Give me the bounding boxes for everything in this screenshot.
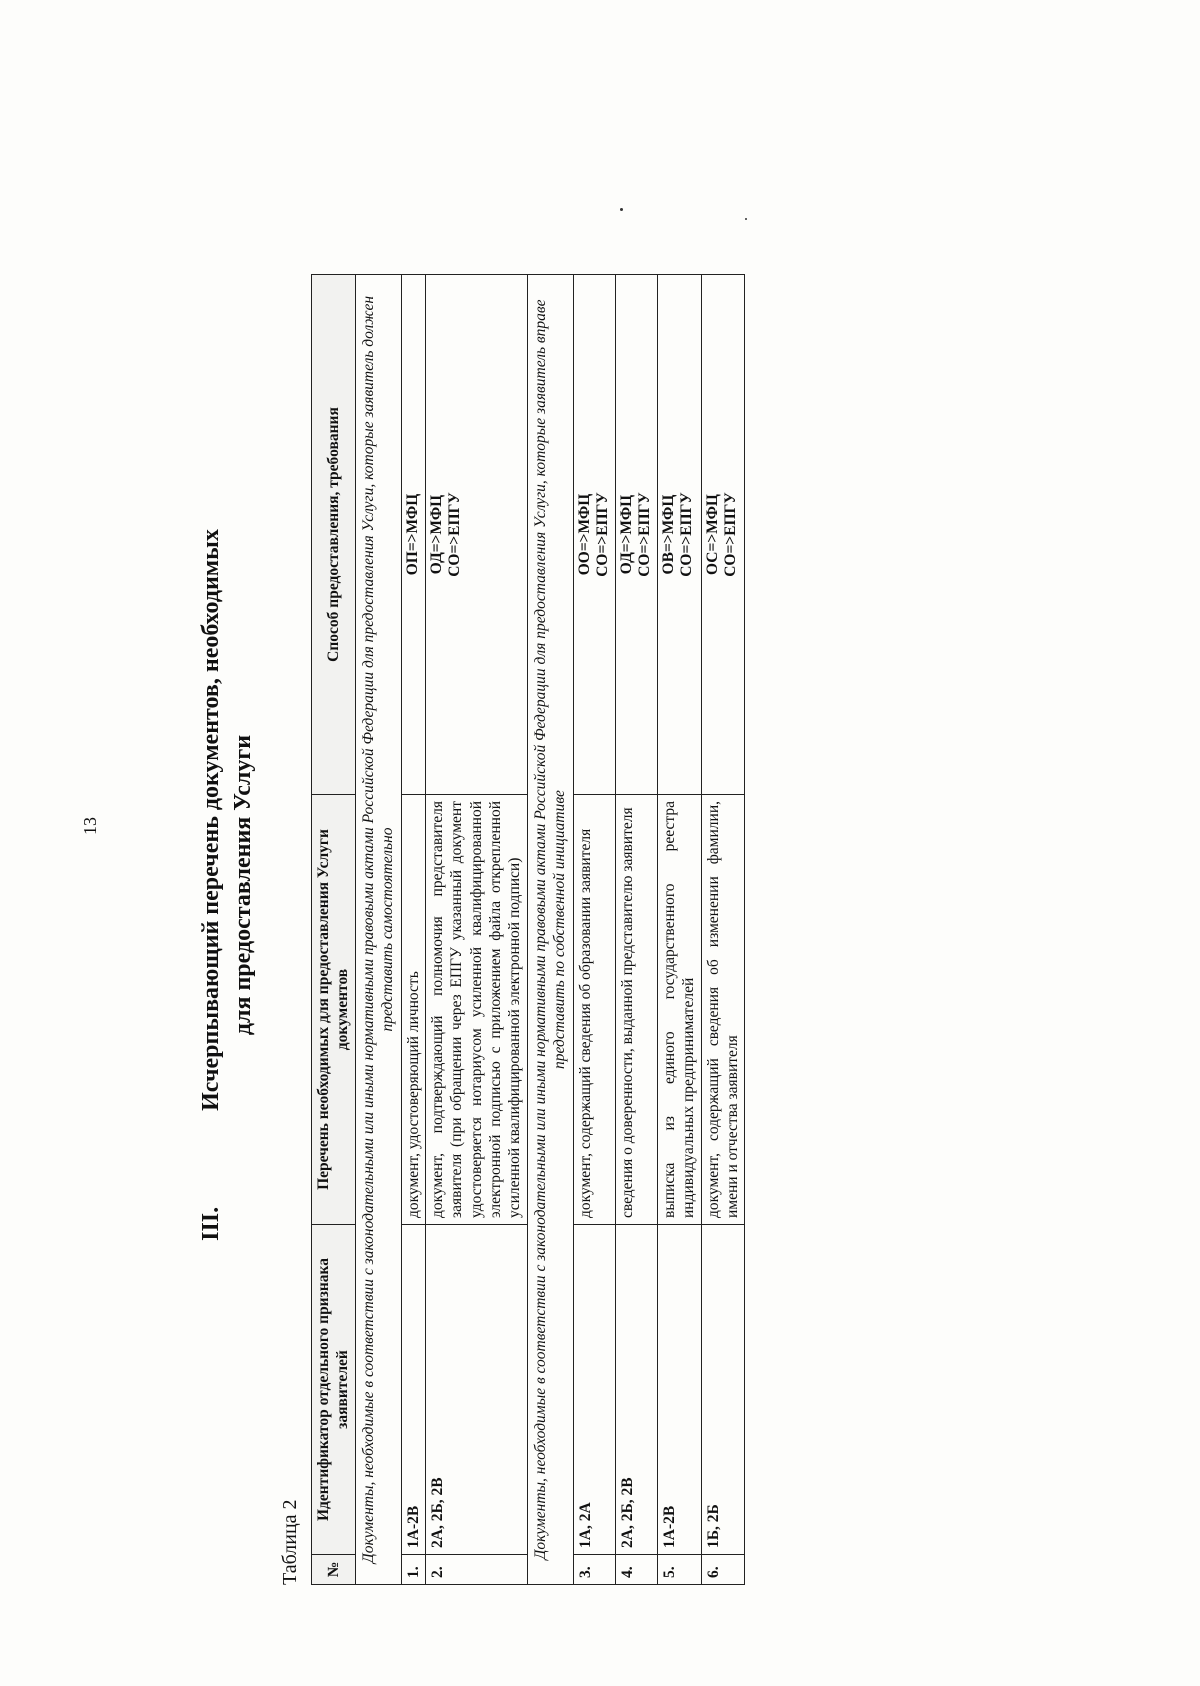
table-row [701, 275, 745, 1585]
method-line: ОД=>МФЦ [427, 494, 445, 575]
document-description: документ, содержащий сведения об изменении фамилии, имени и отчества заявителя [701, 795, 745, 1225]
row-number: 6. [701, 1555, 745, 1585]
method-line: СО=>ЕПГУ [678, 492, 696, 577]
document-description: выписка из единого государственного реестра индивидуальных предпринимателей [657, 795, 701, 1225]
method-line: ОВ=>МФЦ [659, 494, 677, 575]
document-body [195, 185, 745, 1585]
method-line: ОС=>МФЦ [703, 494, 721, 575]
table-header-row [312, 275, 356, 1585]
applicant-id: 1А, 2А [573, 1225, 615, 1555]
applicant-id: 1А-2В [657, 1225, 701, 1555]
documents-table [311, 274, 745, 1585]
method-line: СО=>ЕПГУ [636, 492, 654, 577]
table-body [355, 275, 745, 1585]
document-description: сведения о доверенности, выданной представителю заявителя [615, 795, 657, 1225]
method-line: ОП=>МФЦ [403, 493, 421, 576]
header-submission-method: Способ предоставления, требования [312, 275, 356, 795]
table-row [425, 275, 527, 1585]
submission-method [615, 275, 657, 795]
section-text: Документы, необходимые в соответствии с законодательными или иными нормативными правовыми актами Российской Федерации для предоставления Услуги, которые заявитель должен представить самостоятельно [355, 275, 401, 1585]
document-description: документ, удостоверяющий личность [401, 795, 425, 1225]
table-row [401, 275, 425, 1585]
table-row [657, 275, 701, 1585]
submission-method [401, 275, 425, 795]
submission-method [425, 275, 527, 795]
row-number: 5. [657, 1555, 701, 1585]
method-line: ОД=>МФЦ [617, 494, 635, 575]
row-number: 3. [573, 1555, 615, 1585]
section-title-line1: Исчерпывающий перечень документов, необходимых [198, 529, 224, 1111]
submission-method [657, 275, 701, 795]
header-applicant-id: Идентификатор отдельного признака заявителей [312, 1225, 356, 1555]
applicant-id: 1А-2В [401, 1225, 425, 1555]
submission-method [701, 275, 745, 795]
header-document-list: Перечень необходимых для предоставления Услуги документов [312, 795, 356, 1225]
section-text: Документы, необходимые в соответствии с законодательными или иными нормативными правовыми актами Российской Федерации для предоставления Услуги, которые заявитель вправе представить по собственной инициативе [527, 275, 573, 1585]
section-number: III. [198, 1206, 224, 1241]
method-line: СО=>ЕПГУ [594, 492, 612, 577]
row-number: 4. [615, 1555, 657, 1585]
applicant-id: 2А, 2Б, 2В [425, 1225, 527, 1555]
submission-method [573, 275, 615, 795]
table-label: Таблица 2 [279, 1499, 301, 1585]
row-number: 2. [425, 1555, 527, 1585]
applicant-id: 2А, 2Б, 2В [615, 1225, 657, 1555]
document-description: документ, подтверждающий полномочия представителя заявителя (при обращении через ЕПГУ указанный документ удостоверяется нотариусом усиленной квалифицированной электронной подписью с приложением файла открепленной усиленной квалифицированной электронной подписи) [425, 795, 527, 1225]
section-heading [195, 185, 275, 1585]
applicant-id: 1Б, 2Б [701, 1225, 745, 1555]
method-line: СО=>ЕПГУ [446, 492, 464, 577]
document-description: документ, содержащий сведения об образовании заявителя [573, 795, 615, 1225]
section-row-mandatory [355, 275, 401, 1585]
table-row [573, 275, 615, 1585]
section-title-line2: для предоставления Услуги [230, 734, 257, 1036]
row-number: 1. [401, 1555, 425, 1585]
method-line: ОО=>МФЦ [575, 493, 593, 576]
page-number: 13 [80, 817, 100, 835]
method-line: СО=>ЕПГУ [722, 492, 740, 577]
table-row [615, 275, 657, 1585]
section-row-optional [527, 275, 573, 1585]
header-num: № [312, 1555, 356, 1585]
